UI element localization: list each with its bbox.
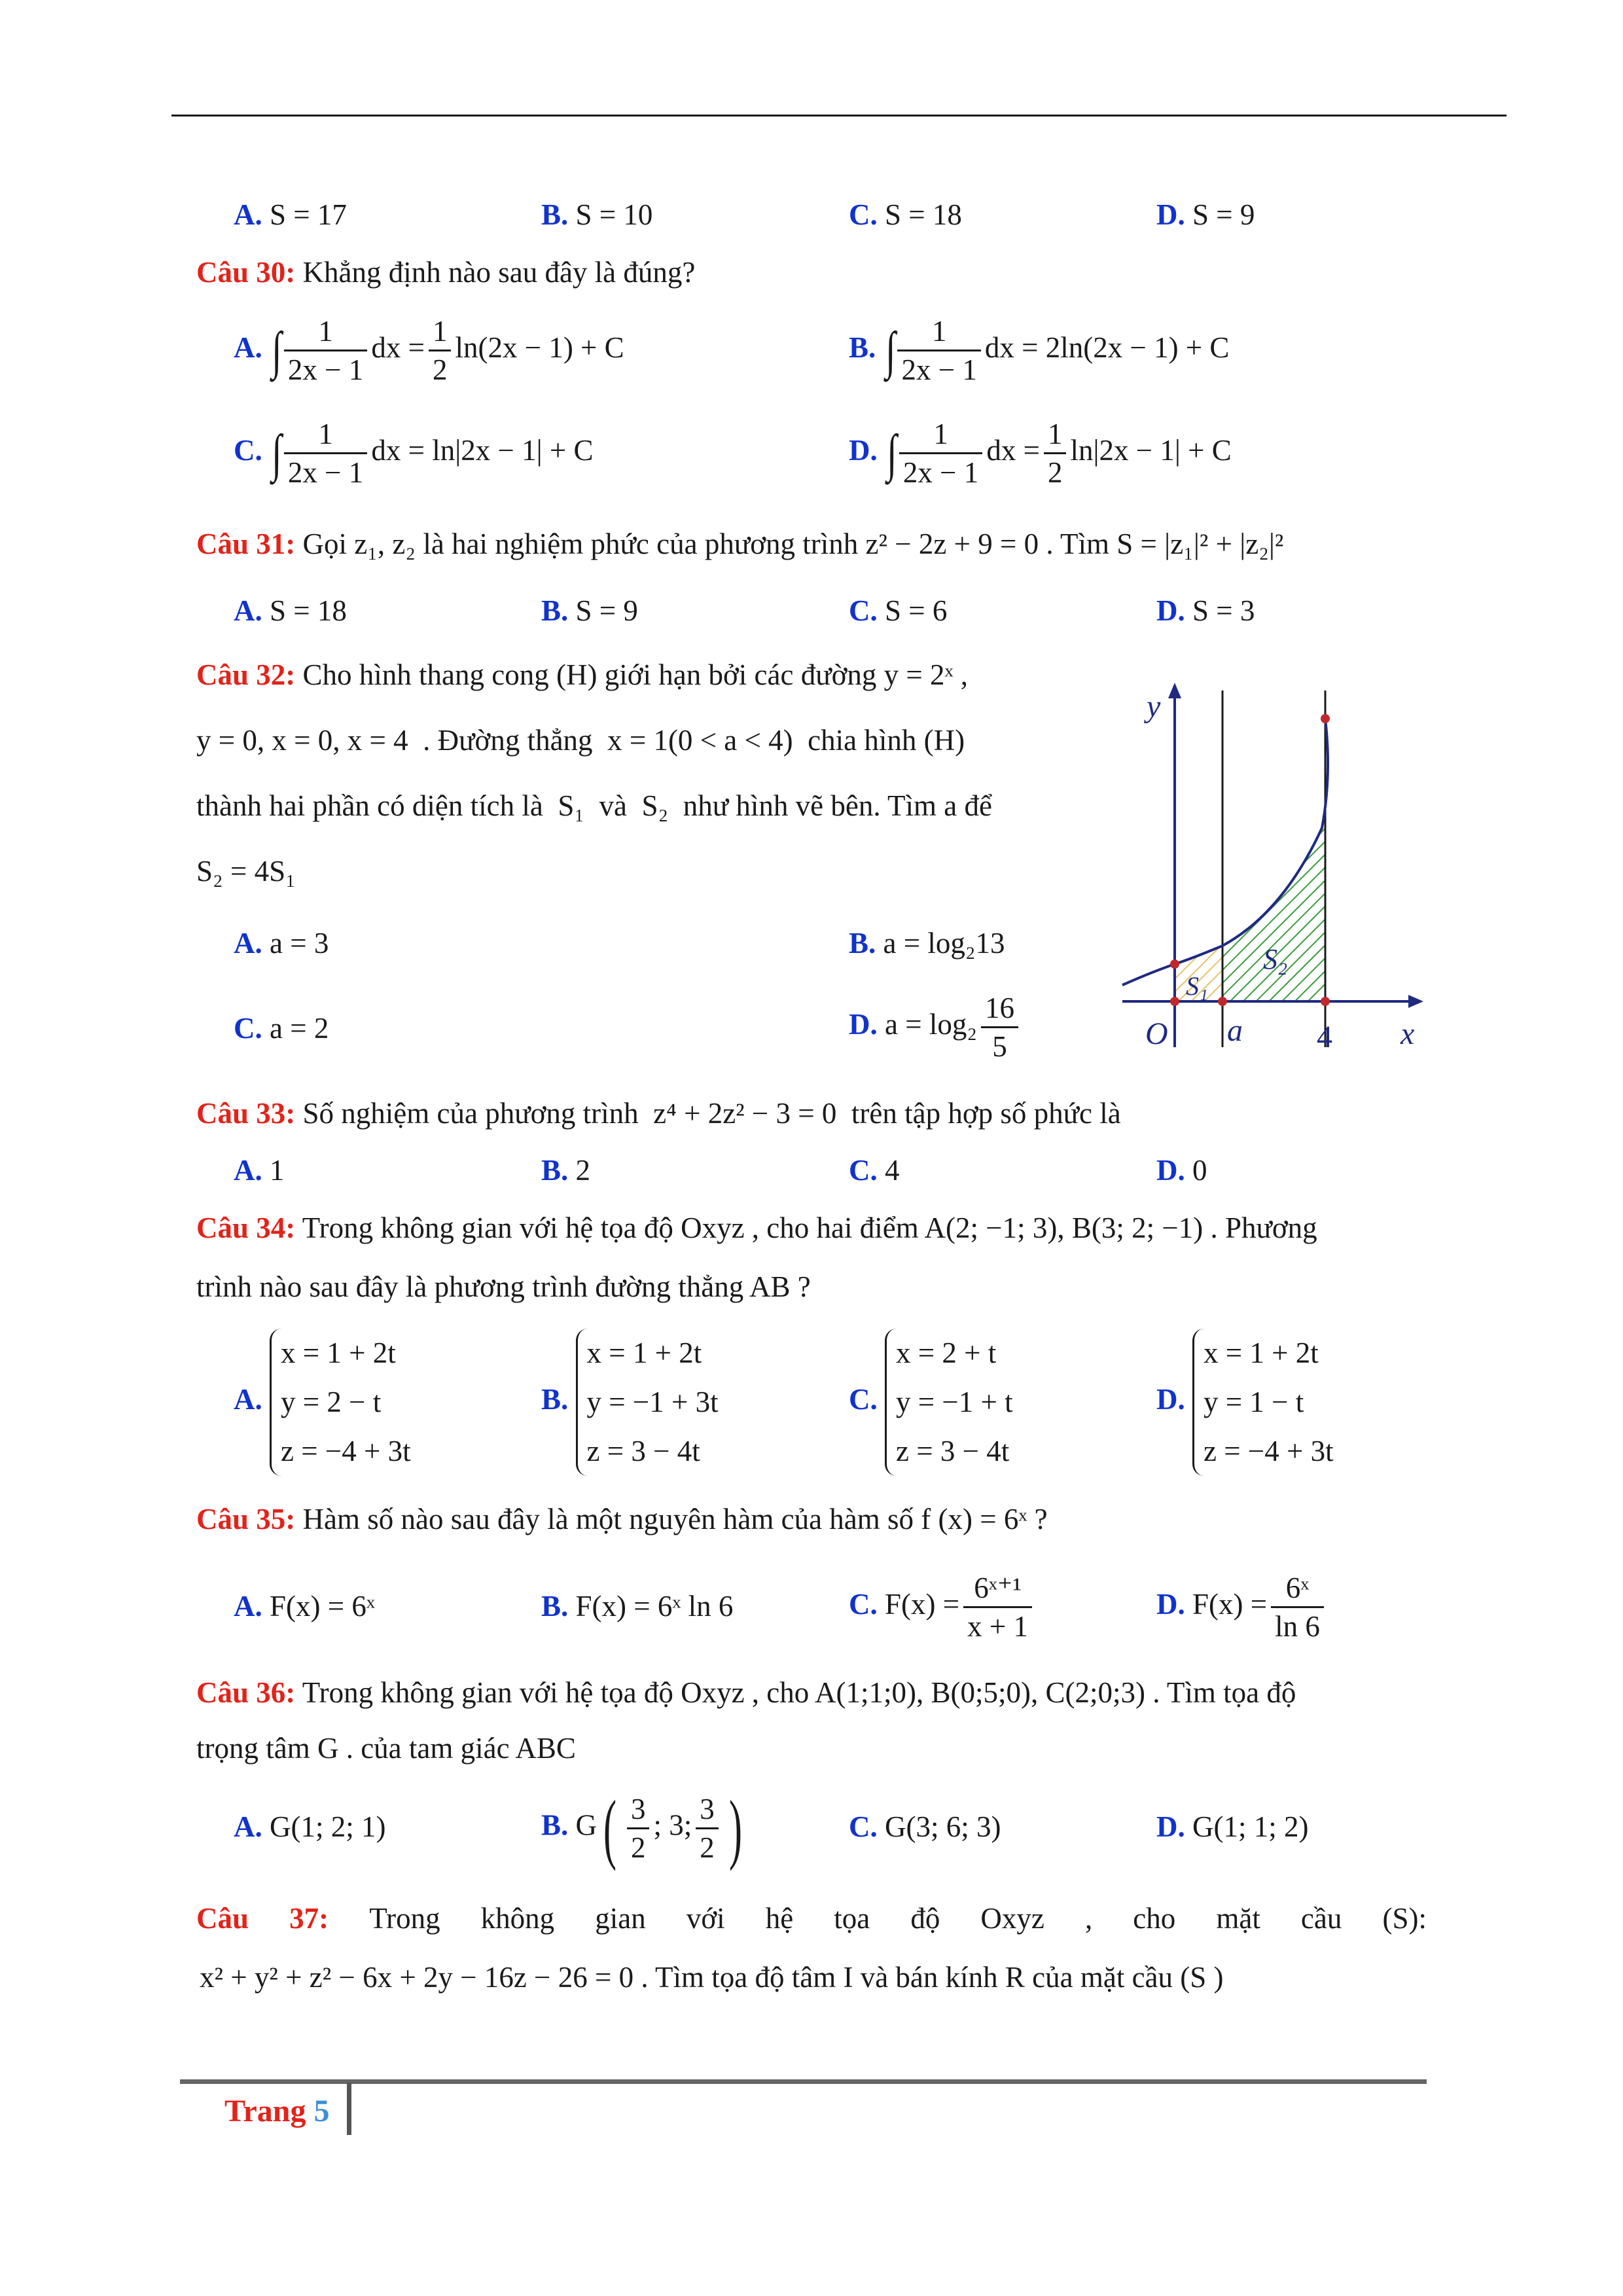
q36-option-d[interactable]: D. G(1; 1; 2)	[1156, 1810, 1309, 1843]
q35-label: Câu 35:	[196, 1503, 296, 1535]
q37-line2: x² + y² + z² − 6x + 2y − 16z − 26 = 0 . Tìm tọa độ tâm I và bán kính R của mặt cầu (S )	[200, 1961, 1224, 1994]
point-y-intercept	[1170, 960, 1179, 969]
q32-option-b[interactable]: B. a = log₂13	[849, 927, 1005, 960]
q31-option-b[interactable]: B. S = 9	[541, 594, 638, 627]
q31-stem: Câu 31: Gọi z₁, z₂ là hai nghiệm phức của phương trình z² − 2z + 9 = 0 . Tìm S = |z₁|² + |z₂|²	[196, 528, 1284, 560]
integral-sign: ∫	[272, 321, 282, 380]
q31-option-a[interactable]: A. S = 18	[234, 594, 347, 627]
q29-option-a[interactable]: A. S = 17	[234, 198, 347, 231]
q32-line2: y = 0, x = 0, x = 4 . Đường thẳng x = 1(0 < a < 4) chia hình (H)	[196, 724, 965, 757]
q32-line3: thành hai phần có diện tích là S₁ và S₂ như hình vẽ bên. Tìm a để	[196, 789, 992, 822]
q33-option-d[interactable]: D. 0	[1156, 1154, 1207, 1187]
q34-line2: trình nào sau đây là phương trình đường thẳng AB ?	[196, 1270, 811, 1303]
q29-option-b[interactable]: B. S = 10	[541, 198, 653, 231]
y-axis-arrow	[1168, 683, 1181, 698]
q33-option-c[interactable]: C. 4	[849, 1154, 900, 1187]
point-4	[1321, 997, 1330, 1006]
q33-option-b[interactable]: B. 2	[541, 1154, 591, 1187]
integral-sign: ∫	[887, 424, 897, 482]
q30-option-d[interactable]: D. ∫ $\frac{1}{2x - 1}$ dx = $\frac{1}{2}$ ln|2x − 1| + C	[849, 416, 1232, 491]
integral-sign: ∫	[885, 321, 896, 380]
q33-option-a[interactable]: A. 1	[234, 1154, 285, 1187]
x-axis-arrow	[1408, 995, 1423, 1008]
right-paren: )	[728, 1784, 742, 1871]
q35-option-c[interactable]: C. F(x) = $\frac{\text{6ˣ⁺¹}}{x + 1}$	[849, 1570, 1036, 1645]
point-a	[1218, 997, 1227, 1006]
q34-line1: Câu 34: Trong không gian với hệ tọa độ Oxyz , cho hai điểm A(2; −1; 3), B(3; 2; −1) . Phương	[196, 1211, 1317, 1244]
q29-option-c[interactable]: C. S = 18	[849, 198, 962, 231]
q36-option-b[interactable]: B. G( $\frac{3}{2}$ ; 3; $\frac{3}{2}$ )	[541, 1784, 742, 1871]
point-curve-4	[1321, 714, 1330, 723]
q32-option-c[interactable]: C. a = 2	[234, 1012, 329, 1045]
q36-option-a[interactable]: A. G(1; 2; 1)	[234, 1810, 386, 1843]
page-number: Trang 5	[224, 2094, 330, 2128]
integral-sign: ∫	[272, 424, 282, 482]
y-axis-label: y	[1147, 689, 1161, 724]
q32-line4: S₂ = 4S₁	[196, 855, 296, 888]
q35-option-a[interactable]: A. F(x) = 6ˣ	[234, 1590, 375, 1623]
q32-option-a[interactable]: A. a = 3	[234, 927, 329, 960]
q34-label: Câu 34:	[196, 1211, 296, 1244]
q36-line2: trọng tâm G . của tam giác ABC	[196, 1732, 576, 1765]
x-axis-label: x	[1400, 1016, 1415, 1051]
point-origin	[1170, 997, 1179, 1006]
q34-option-c[interactable]: C. x = 2 + t y = −1 + t z = 3 − 4t	[849, 1329, 1013, 1476]
q29-option-d[interactable]: D. S = 9	[1156, 198, 1255, 231]
q34-option-b[interactable]: B. x = 1 + 2t y = −1 + 3t z = 3 − 4t	[541, 1329, 719, 1476]
q35-option-b[interactable]: B. F(x) = 6ˣ ln 6	[541, 1590, 734, 1623]
q31-option-c[interactable]: C. S = 6	[849, 594, 948, 627]
q35-option-d[interactable]: D. F(x) = $\frac{\text{6ˣ}}{\ln 6}$	[1156, 1570, 1328, 1645]
q30-label: Câu 30:	[196, 256, 296, 289]
q36-line1: Câu 36: Trong không gian với hệ tọa độ Oxyz , cho A(1;1;0), B(0;5;0), C(2;0;3) . Tìm tọa độ	[196, 1676, 1296, 1709]
s1-label: S₁	[1186, 971, 1208, 1001]
q36-label: Câu 36:	[196, 1676, 296, 1709]
footer-divider	[347, 2083, 351, 2135]
q36-option-c[interactable]: C. G(3; 6; 3)	[849, 1810, 1001, 1843]
q30-option-a[interactable]: A. ∫ $\frac{1}{2x - 1}$ dx = $\frac{1}{2}$ ln(2x − 1) + C	[234, 313, 624, 388]
q32-label: Câu 32:	[196, 658, 296, 691]
q37-line1: Câu 37: Trong không gian với hệ tọa độ Oxyz , cho mặt cầu (S):	[196, 1902, 1427, 1935]
q32-figure	[1113, 677, 1427, 1057]
origin-label: O	[1145, 1016, 1168, 1051]
q30-stem: Câu 30: Khẳng định nào sau đây là đúng?	[196, 256, 696, 289]
q31-label: Câu 31:	[196, 528, 296, 560]
left-paren: (	[603, 1784, 616, 1871]
q31-option-d[interactable]: D. S = 3	[1156, 594, 1255, 627]
q34-option-d[interactable]: D. x = 1 + 2t y = 1 − t z = −4 + 3t	[1156, 1329, 1334, 1476]
q33-label: Câu 33:	[196, 1097, 296, 1130]
q30-option-b[interactable]: B. ∫ $\frac{1}{2x - 1}$ dx = 2ln(2x − 1) + C	[849, 313, 1229, 388]
header-rule	[171, 115, 1507, 117]
q33-stem: Câu 33: Số nghiệm của phương trình z⁴ + 2z² − 3 = 0 trên tập hợp số phức là	[196, 1097, 1121, 1130]
q32-line1: Câu 32: Cho hình thang cong (H) giới hạn bởi các đường y = 2ˣ ,	[196, 658, 969, 691]
four-label: 4	[1317, 1020, 1332, 1054]
q34-option-a[interactable]: A. x = 1 + 2t y = 2 − t z = −4 + 3t	[234, 1329, 411, 1476]
footer-rule	[180, 2079, 1427, 2084]
q32-option-d[interactable]: D. a = log₂ $\frac{16}{5}$	[849, 990, 1022, 1065]
s2-label: S₂	[1263, 943, 1288, 975]
a-label: a	[1227, 1013, 1243, 1048]
q30-option-c[interactable]: C. ∫ $\frac{1}{2x - 1}$ dx = ln|2x − 1| + C	[234, 416, 593, 491]
q35-stem: Câu 35: Hàm số nào sau đây là một nguyên hàm của hàm số f (x) = 6ˣ ?	[196, 1503, 1048, 1535]
